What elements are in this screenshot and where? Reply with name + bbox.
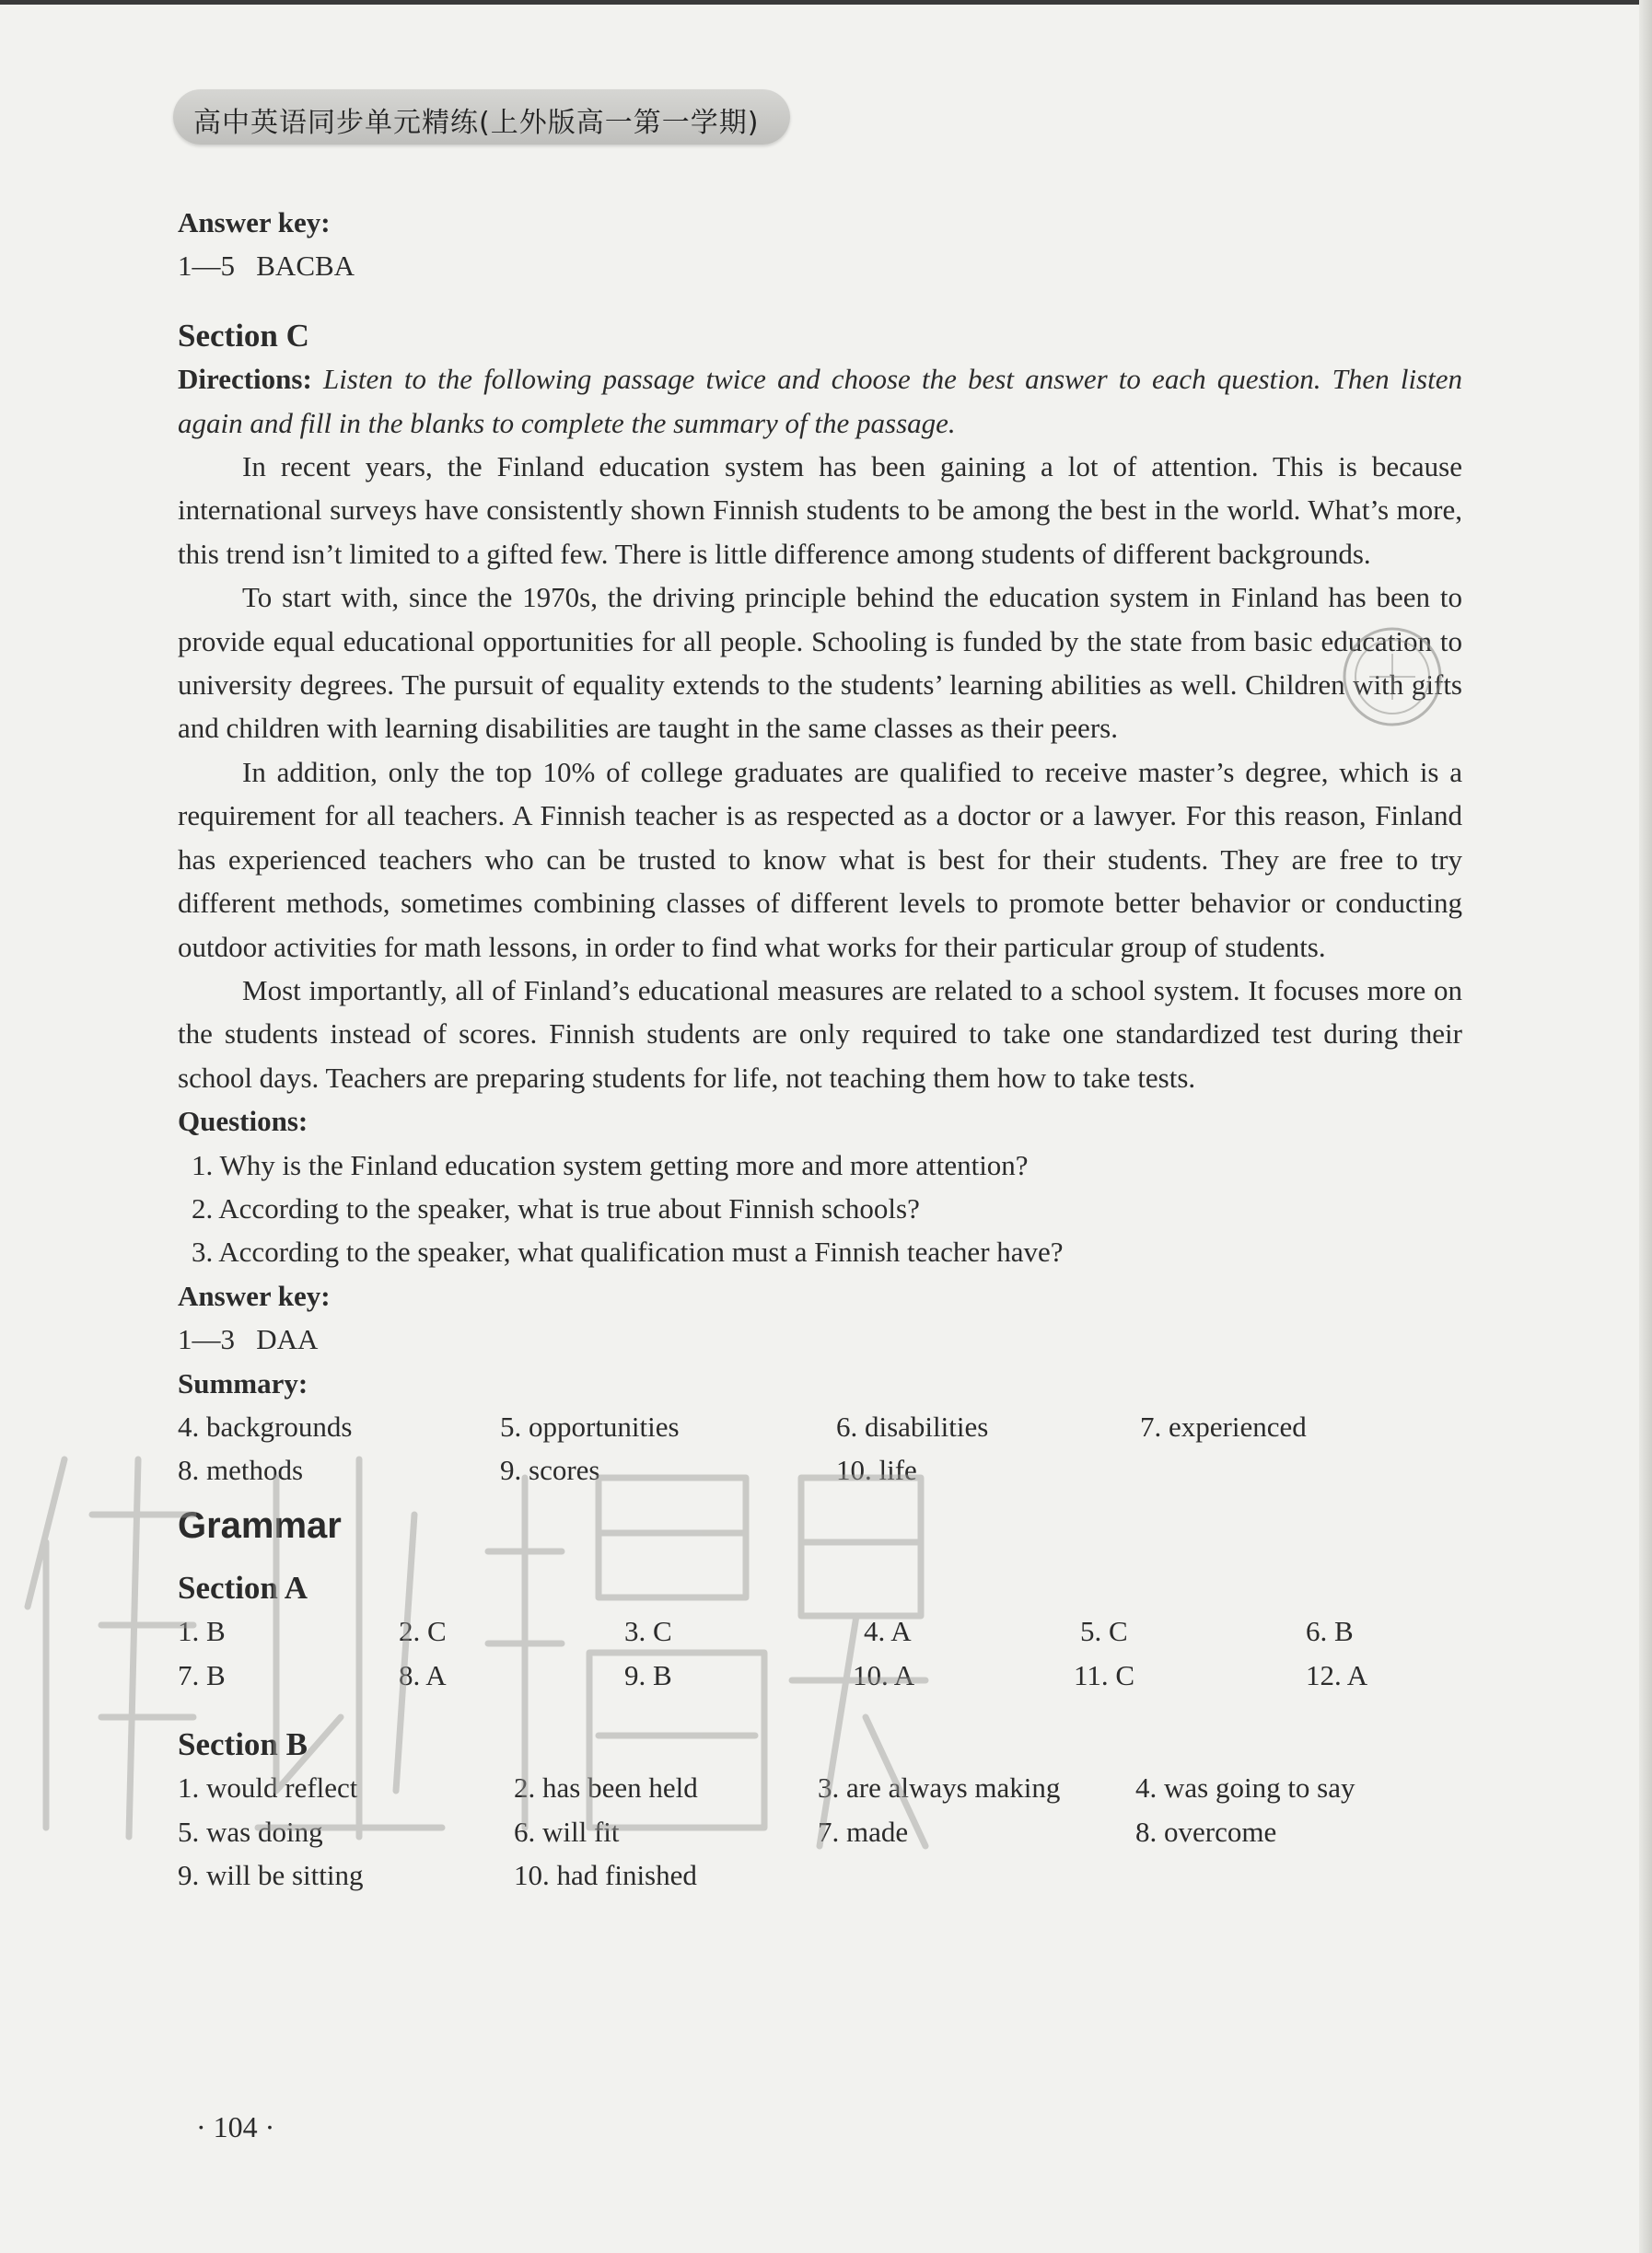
- summary-item: 5. opportunities: [500, 1410, 680, 1443]
- content: [178, 201, 1462, 1898]
- answer-item: 1. would reflect: [178, 1771, 358, 1805]
- answer-item: 6. B: [1306, 1615, 1354, 1648]
- passage-paragraph-1: In recent years, the Finland education system has been gaining a lot of attention. This is because international surveys have consistently shown Finnish students to be among the best in the world. What’s more, this trend isn’t limited to a gifted few. There is little difference among students of different backgrounds.: [178, 450, 1462, 570]
- answer-key-label: Answer key:: [178, 206, 331, 238]
- answer-item: 3. are always making: [818, 1771, 1061, 1805]
- question-3: 3. According to the speaker, what qualification must a Finnish teacher have?: [192, 1236, 1064, 1269]
- passage-paragraph-3: In addition, only the top 10% of college graduates are qualified to receive master’s degree, which is a requirement for all teachers. A Finnish teacher is as respected as a doctor or a lawyer. For this reason, Finland has experienced teachers who can be trusted to know what is best for their students. They are free to try different methods, sometimes combining classes of different levels to promote better behavior or conducting outdoor activities for math lessons, in order to find what works for their particular group of students.: [178, 755, 1462, 963]
- summary-item: 7. experienced: [1140, 1410, 1307, 1443]
- section-b-row: [178, 1853, 1462, 1897]
- answer-item: 2. C: [399, 1615, 447, 1648]
- answer-item: 1. B: [178, 1615, 226, 1648]
- top-rule: [0, 0, 1652, 5]
- answer-item: 3. C: [624, 1615, 672, 1648]
- answer-item: 2. has been held: [514, 1771, 698, 1805]
- answer-key-label-c: Answer key:: [178, 1279, 331, 1312]
- passage-paragraph-4: Most importantly, all of Finland’s educational measures are related to a school system. It focuses more on the students instead of scores. Finnish students are only required to take one standardized test during their school days. Teachers are preparing students for life, not teaching them how to take tests.: [178, 973, 1462, 1094]
- directions-label: Directions:: [178, 363, 312, 396]
- answer-item: 4. A: [864, 1615, 912, 1648]
- answer-item: 4. was going to say: [1135, 1771, 1355, 1805]
- answer-item: 8. overcome: [1135, 1815, 1277, 1848]
- answer-item: 5. C: [1080, 1615, 1128, 1648]
- page-number: · 104 ·: [196, 2110, 275, 2143]
- summary-row: [178, 1405, 1462, 1448]
- answer-item: 12. A: [1306, 1658, 1368, 1691]
- section-b-row: [178, 1810, 1462, 1853]
- section-c-directions: [178, 357, 1462, 445]
- summary-item: 10. life: [836, 1454, 917, 1487]
- answer-item: 5. was doing: [178, 1815, 323, 1848]
- directions-text: Listen to the following passage twice and choose the best answer to each question. Then listen again and fill in the blanks to complete the summary of the passage.: [178, 363, 1462, 439]
- section-b-row: [178, 1766, 1462, 1809]
- summary-item: 6. disabilities: [836, 1410, 989, 1443]
- summary-label: Summary:: [178, 1366, 308, 1399]
- answer-item: 9. B: [624, 1658, 672, 1691]
- summary-item: 4. backgrounds: [178, 1410, 353, 1443]
- answer-item: 10. A: [853, 1658, 915, 1691]
- question-2: 2. According to the speaker, what is true about Finnish schools?: [192, 1191, 920, 1225]
- header-title: 高中英语同步单元精练(上外版高一第一学期): [193, 107, 760, 139]
- answer-item: 10. had finished: [514, 1859, 697, 1892]
- question-1: 1. Why is the Finland education system getting more and more attention?: [192, 1148, 1029, 1181]
- answer-item: 9. will be sitting: [178, 1859, 364, 1892]
- answer-key-line-c: 1—3 DAA: [178, 1323, 319, 1356]
- section-b-title: Section B: [178, 1726, 308, 1762]
- page-edge-shadow: [1639, 0, 1652, 2253]
- section-a-row: [178, 1654, 1462, 1697]
- answer-item: 7. B: [178, 1658, 226, 1691]
- answer-item: 6. will fit: [514, 1815, 620, 1848]
- section-a-row: [178, 1609, 1462, 1653]
- summary-item: 9. scores: [500, 1454, 600, 1487]
- section-c-title: Section C: [178, 317, 309, 354]
- summary-item: 8. methods: [178, 1454, 304, 1487]
- answer-item: 7. made: [818, 1815, 909, 1848]
- grammar-title: Grammar: [178, 1504, 342, 1546]
- answer-key-line: 1—5 BACBA: [178, 250, 355, 283]
- answer-item: 8. A: [399, 1658, 447, 1691]
- summary-row: [178, 1448, 1462, 1492]
- section-a-title: Section A: [178, 1569, 308, 1606]
- passage-paragraph-2: To start with, since the 1970s, the driving principle behind the education system in Finland has been to provide equal educational opportunities for all people. Schooling is funded by the state from basic education to university degrees. The pursuit of equality extends to the students’ learning abilities as well. Children with gifts and children with learning disabilities are taught in the same classes as their peers.: [178, 581, 1462, 745]
- answer-item: 11. C: [1074, 1658, 1135, 1691]
- questions-label: Questions:: [178, 1105, 308, 1138]
